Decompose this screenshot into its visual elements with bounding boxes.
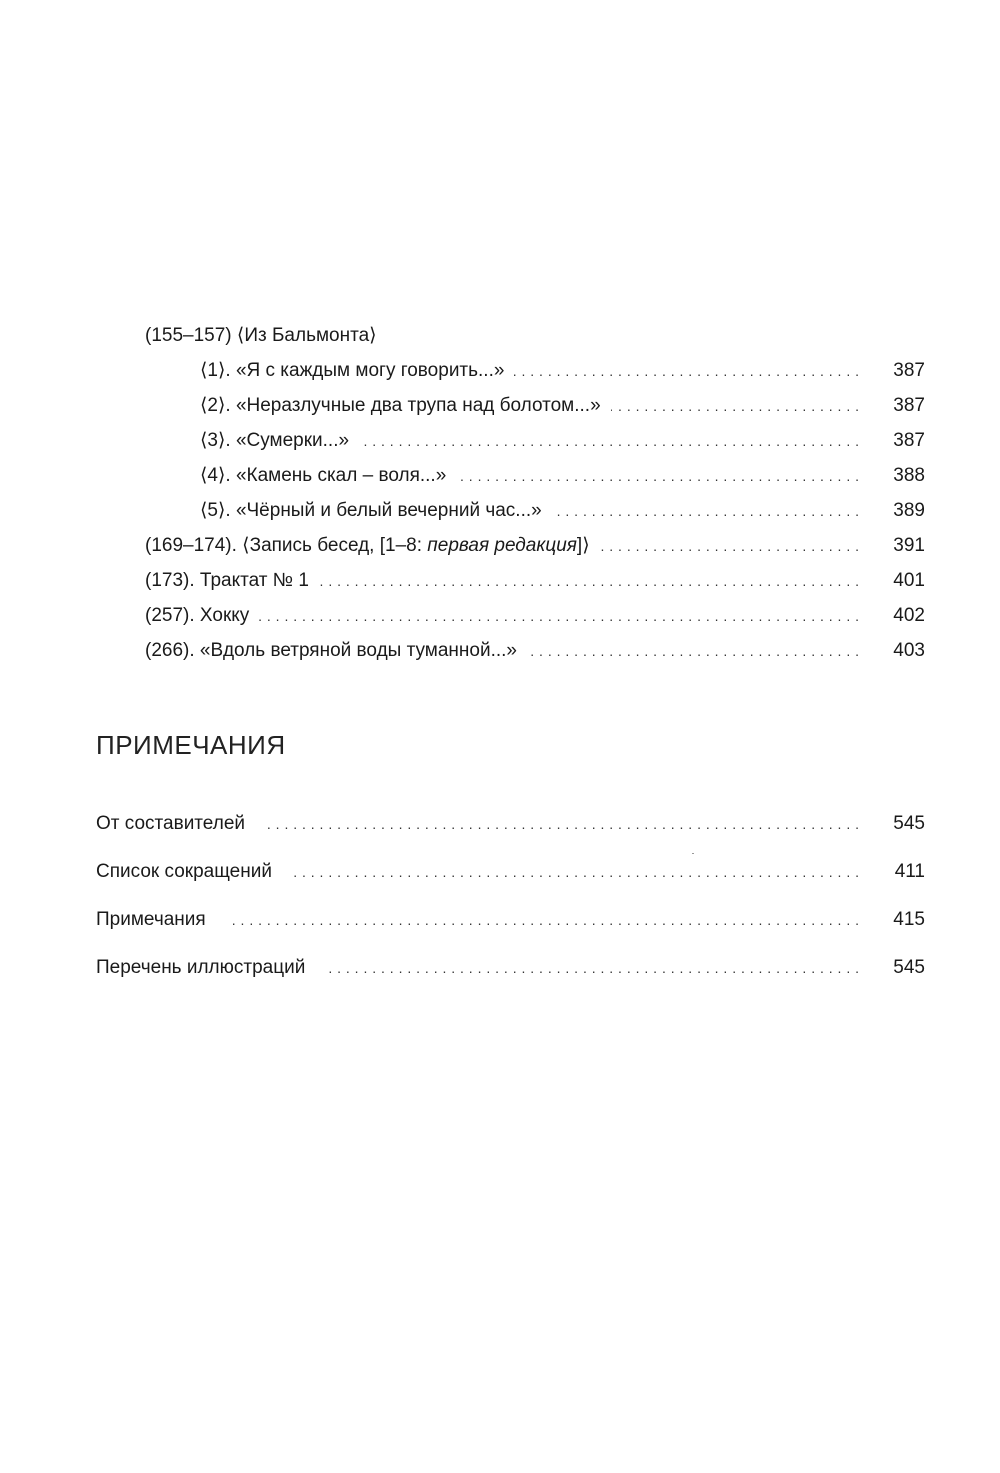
toc-entry[interactable] <box>96 902 925 950</box>
toc-entry-label: (266). «Вдоль ветряной воды туманной...» <box>145 640 518 661</box>
toc-entry-page: 403 <box>893 640 925 661</box>
label-part: (169–174). ⟨Запись бесед, [1–8: <box>145 535 428 556</box>
dot-leader <box>259 599 859 634</box>
toc-entry[interactable] <box>145 633 925 668</box>
dot-leader <box>359 424 859 459</box>
toc-entry[interactable] <box>145 388 925 423</box>
dot-leader <box>267 807 859 842</box>
toc-entry-label: ⟨2⟩. «Неразлучные два трупа над болотом...» <box>200 395 601 416</box>
toc-entry[interactable] <box>145 423 925 458</box>
toc-entry-page: 387 <box>893 430 925 451</box>
dot-leader <box>552 494 859 529</box>
toc-entry[interactable] <box>96 950 925 998</box>
toc-entry-page: 402 <box>893 605 925 626</box>
dot-leader <box>611 389 859 424</box>
toc-entry-label: ⟨1⟩. «Я с каждым могу говорить...» <box>200 360 505 381</box>
toc-entry-page: 387 <box>893 360 925 381</box>
dot-leader <box>514 354 859 389</box>
toc-entry-page: 401 <box>893 570 925 591</box>
toc-entry-label: (257). Хокку <box>145 605 250 626</box>
toc-entry-label: Перечень иллюстраций <box>96 957 306 978</box>
toc-entry-page: 391 <box>893 535 925 556</box>
toc-entry[interactable] <box>145 493 925 528</box>
toc-entry-label: ⟨3⟩. «Сумерки...» <box>200 430 350 451</box>
dot-leader <box>600 529 859 564</box>
section-heading: ПРИМЕЧАНИЯ <box>96 730 286 760</box>
toc-entry[interactable] <box>145 353 925 388</box>
toc-group-title: (155–157) ⟨Из Бальмонта⟩ <box>145 325 377 346</box>
toc-entry-page: 545 <box>893 813 925 834</box>
toc-entry-page: 415 <box>893 909 925 930</box>
toc-entry-label: ⟨5⟩. «Чёрный и белый вечерний час...» <box>200 500 542 521</box>
toc-entry-label: Примечания <box>96 909 206 930</box>
toc-entry[interactable] <box>145 528 925 563</box>
toc-entry-page: 388 <box>893 465 925 486</box>
toc-entry-page: 545 <box>893 957 925 978</box>
toc-entry-page: 387 <box>893 395 925 416</box>
dot-leader <box>327 951 859 986</box>
print-speck <box>692 853 694 854</box>
toc-entry-label: (173). Трактат № 1 <box>145 570 309 591</box>
dot-leader <box>456 459 859 494</box>
label-part: ]⟩ <box>576 535 590 556</box>
toc-notes-list <box>96 806 925 998</box>
toc-entry-label <box>145 528 590 563</box>
toc-entry[interactable] <box>96 806 925 854</box>
dot-leader <box>319 564 859 599</box>
toc-main-list <box>145 318 925 668</box>
toc-entry[interactable] <box>145 563 925 598</box>
toc-entry[interactable] <box>145 458 925 493</box>
toc-entry-label: ⟨4⟩. «Камень скал – воля...» <box>200 465 447 486</box>
dot-leader <box>527 634 859 669</box>
toc-entry-label: Список сокращений <box>96 861 272 882</box>
toc-entry-label: От составителей <box>96 813 245 834</box>
toc-entry[interactable] <box>96 854 925 902</box>
toc-entry[interactable] <box>145 598 925 633</box>
label-italic-part: первая редакция <box>427 535 577 556</box>
dot-leader <box>294 855 859 890</box>
dot-leader <box>228 903 859 938</box>
toc-entry-page: 389 <box>893 500 925 521</box>
toc-entry-page: 411 <box>894 861 925 882</box>
